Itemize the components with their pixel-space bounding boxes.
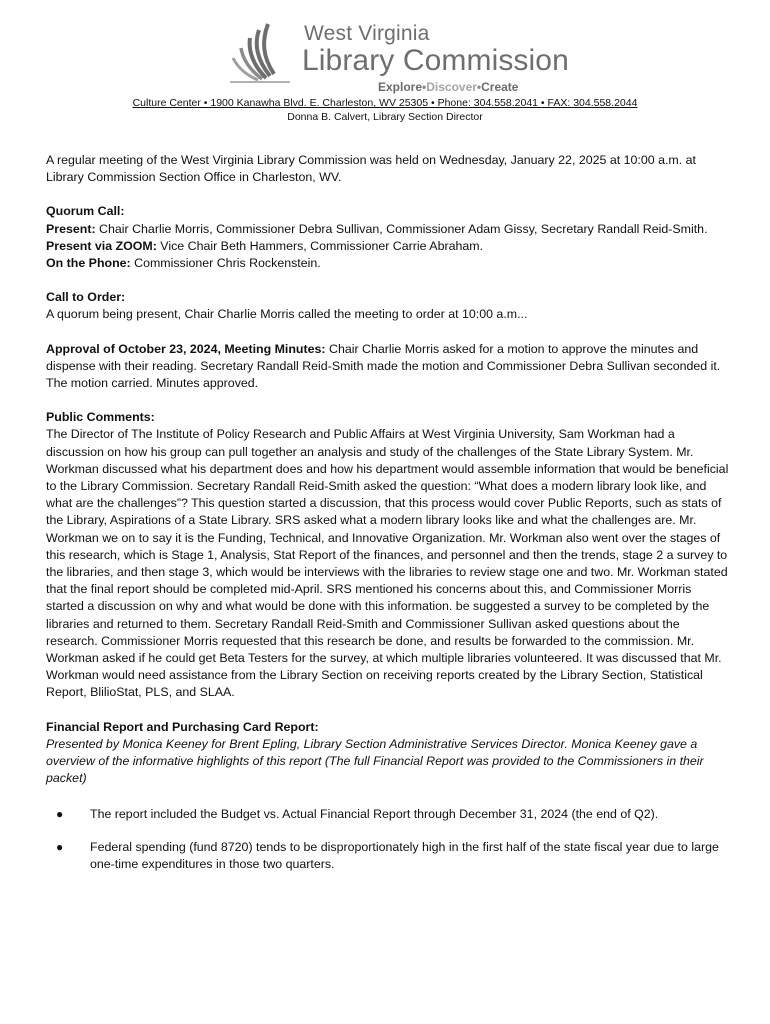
bullet-text: The report included the Budget vs. Actual Financial Report through December 31, 2024 (the end of Q2). [90,806,659,821]
phone-text: Commissioner Chris Rockenstein. [130,256,321,271]
list-item [46,806,730,823]
tagline-explore: Explore [378,80,423,94]
minutes-body [46,152,730,889]
letterhead [0,14,770,126]
bullet-text: Federal spending (fund 8720) tends to be disproportionately high in the first half of the state fiscal year due to large one-time expenditures in those two quarters. [90,839,719,871]
zoom-label: Present via ZOOM: [46,238,157,253]
tagline-separator: • [476,80,482,94]
call-to-order-text: A quorum being present, Chair Charlie Morris called the meeting to order at 10:00 a.m... [46,307,528,322]
call-to-order-section [46,289,730,323]
logo-tagline [378,80,518,94]
present-text: Chair Charlie Morris, Commissioner Debra Sullivan, Commissioner Adam Gissy, Secretary Randall Reid-Smith. [95,221,708,236]
quorum-heading: Quorum Call: [46,204,125,219]
public-comments-text: The Director of The Institute of Policy Research and Public Affairs at West Virginia University, Sam Workman had a discussion on how his group can pull together an analysis and study of the challenges of the State Library System. Mr. Workman discussed what his department does and how his department would assemble information that would be beneficial to the Library Commission. Secretary Randall Reid-Smith asked the question: “What does a modern library look like, and what are the challenges”? This question started a discussion, that this process would cover Public Reports, such as stats of the Library, Aspirations of a State Library. SRS asked what a modern library looks like and what the challenges are. Mr. Workman we on to say it is the Funding, Technical, and Innovative Organization. Mr. Workman also went over the stages of this research, which is Stage 1, Analysis, Stat Report of the finances, and personnel and then the trends, stage 2 a survey to the libraries, and then stage 3, which would be interviews with the libraries to review stage one and two. Mr. Workman stated that the final report should be completed mid-April. SRS mentioned his concerns about this, and Commissioner Morris started a discussion on why and what would be done with this information. be suggested a survey to be completed by the libraries and returned to them. Secretary Randall Reid-Smith and Commissioner Sullivan asked questions about the research. Commissioner Morris requested that this research be done, and results be forwarded to the commission. Mr. Workman asked if he could get Beta Testers for the survey, at which multiple libraries volunteered. It was discussed that Mr. Workman would need assistance from the Library Section on receiving reports created by the Library Section, Statistical Report, BlilioStat, PLS, and SLAA. [46,427,729,700]
approval-heading: Approval of October 23, 2024, Meeting Minutes: [46,341,326,356]
approval-section [46,341,730,393]
logo-title-line2: Library Commission [302,44,569,77]
address-line: Culture Center • 1900 Kanawha Blvd. E. Charleston, WV 25305 • Phone: 304.558.2041 • FAX: 304.558.2044 [132,97,638,109]
tagline-discover: Discover [426,80,477,94]
logo-title-line1: West Virginia [304,22,430,45]
financial-section [46,719,730,788]
intro-paragraph: A regular meeting of the West Virginia Library Commission was held on Wednesday, January 22, 2025 at 10:00 a.m. at Library Commission Section Office in Charleston, WV. [46,153,696,185]
quorum-section [46,203,730,272]
tagline-create: Create [481,80,519,94]
public-comments-heading: Public Comments: [46,410,155,425]
phone-label: On the Phone: [46,256,131,271]
bullet-icon: ● [56,839,64,854]
bullet-icon: ● [56,806,64,821]
tagline-separator: • [422,80,427,94]
director-line: Donna B. Calvert, Library Section Director [287,111,483,123]
book-pages-logo-icon [228,22,298,84]
zoom-text: Vice Chair Beth Hammers, Commissioner Carrie Abraham. [156,238,484,253]
financial-heading: Financial Report and Purchasing Card Report: [46,719,319,734]
present-label: Present: [46,221,96,236]
list-item [46,839,730,873]
call-to-order-heading: Call to Order: [46,290,126,305]
approval-text: Chair Charlie Morris asked for a motion to approve the minutes and dispense with their reading. Secretary Randall Reid-Smith made the motion and Commissioner Debra Sullivan seconded it. The motion carried. Minutes approved. [46,341,721,391]
financial-presented-text: Presented by Monica Keeney for Brent Epling, Library Section Administrative Services Director. Monica Keeney gave a overview of the informative highlights of this report (The full Financial Report was provided to the Commissioners in their packet) [46,736,704,786]
financial-bullet-list [46,806,730,874]
public-comments-section [46,409,730,701]
